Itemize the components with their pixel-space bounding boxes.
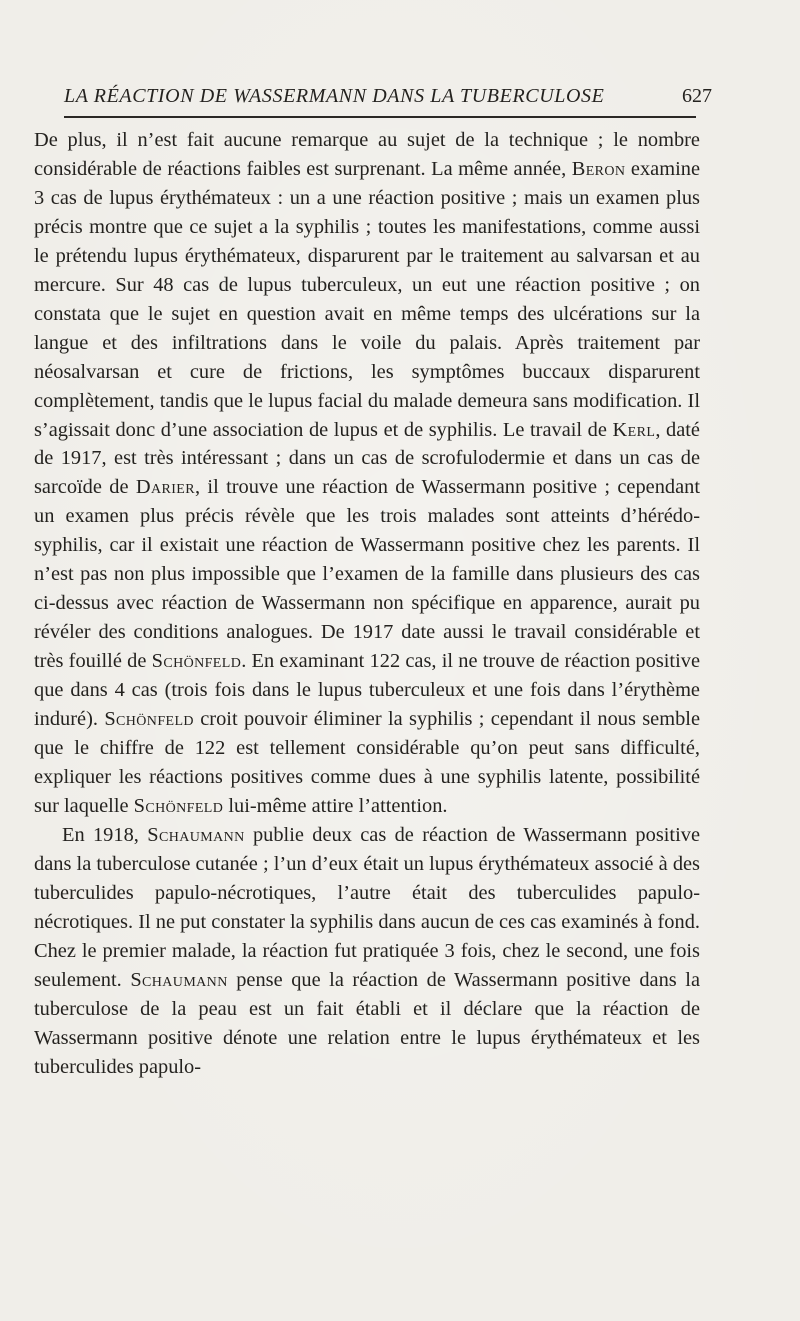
running-title: LA RÉACTION DE WASSERMANN DANS LA TUBERCULOSE [64,85,605,107]
paragraph-1-segment-9: . En examinant 122 cas, il ne trouve de réaction positive que dans 4 cas (trois fois dans le lupus tuberculeux et une fois dans l’érythème induré). [34,650,700,731]
paragraph-1-segment-11: croit pouvoir éliminer la syphilis ; cependant il nous semble que le chiffre de 122 est tellement considérable qu’on peut sans difficulté, expliquer les réactions positives comme dues à une syphilis latente, possibilité sur laquelle [34,708,701,817]
author-name-darier: Darier [135,476,195,499]
header-rule [64,116,696,118]
paragraph-1-segment-3: examine 3 cas de lupus érythémateux : un a une réaction positive ; mais un examen plus précis montre que ce sujet a la syphilis ; toutes les manifestations, comme aussi le prétendu lupus érythémateux, disparurent par le traitement au salvarsan et au mercure. Sur 48 cas de lupus tuberculeux, un eut une réaction positive ; on constata que le sujet en question avait en même temps des ulcérations sur la langue et des infiltrations dans le voile du palais. Après traitement par néosalvarsan et cure de frictions, les symptômes buccaux disparurent complètement, tandis que le lupus facial du malade demeura sans modification. Il s’agissait donc d’une association de lupus et de syphilis. Le travail de [34,157,700,441]
paragraph-2-segment-5: pense que la réaction de Wassermann positive dans la tuberculose de la peau est un fait établi et il déclare que la réaction de Wassermann positive dénote une relation entre le lupus érythémateux et les tuberculides papulo- [34,968,700,1078]
paragraph-1 [34,126,700,821]
paragraph-1-segment-13: lui-même attire l’attention. [223,794,448,817]
author-name-schonfeld: Schönfeld [133,794,224,817]
paragraph-2 [34,821,700,1082]
paragraph-2-segment-3: publie deux cas de réaction de Wassermann positive dans la tuberculose cutanée ; l’un d’eux était un lupus érythémateux associé à des tuberculides papulo-nécrotiques, l’autre était des tuberculides papulo-nécrotiques. Il ne put constater la syphilis dans aucun de ces cas examinés à fond. Chez le premier malade, la réaction fut pratiquée 3 fois, chez le second, une fois seulement. [34,823,700,991]
author-name-kerl: Kerl [612,418,656,441]
paragraph-1-segment-7: , il trouve une réaction de Wassermann positive ; cependant un examen plus précis révèle que les trois malades sont atteints d’hérédo-syphilis, car il existait une réaction de Wassermann positive chez les parents. Il n’est pas non plus impossible que l’examen de la famille dans plusieurs des cas ci-dessus avec réaction de Wassermann non spécifique en apparence, aurait pu révéler des conditions analogues. De 1917 date aussi le travail considérable et très fouillé de [34,476,701,673]
author-name-beron: Beron [571,157,626,180]
paragraph-1-segment-1: De plus, il n’est fait aucune remarque au sujet de la technique ; le nombre considérable de réactions faibles est surprenant. La même année, [34,129,700,180]
author-name-schonfeld: Schönfeld [151,650,242,673]
body-text [34,126,700,1081]
paragraph-2-segment-1: En 1918, [62,823,148,846]
author-name-schaumann: Schaumann [130,968,228,991]
running-head [64,81,712,111]
author-name-schaumann: Schaumann [147,823,245,846]
page-number: 627 [682,85,712,107]
paragraph-1-segment-5: , daté de 1917, est très intéressant ; dans un cas de scrofulodermie et dans un cas de sarcoïde de [34,418,700,499]
author-name-schonfeld: Schönfeld [104,708,194,731]
